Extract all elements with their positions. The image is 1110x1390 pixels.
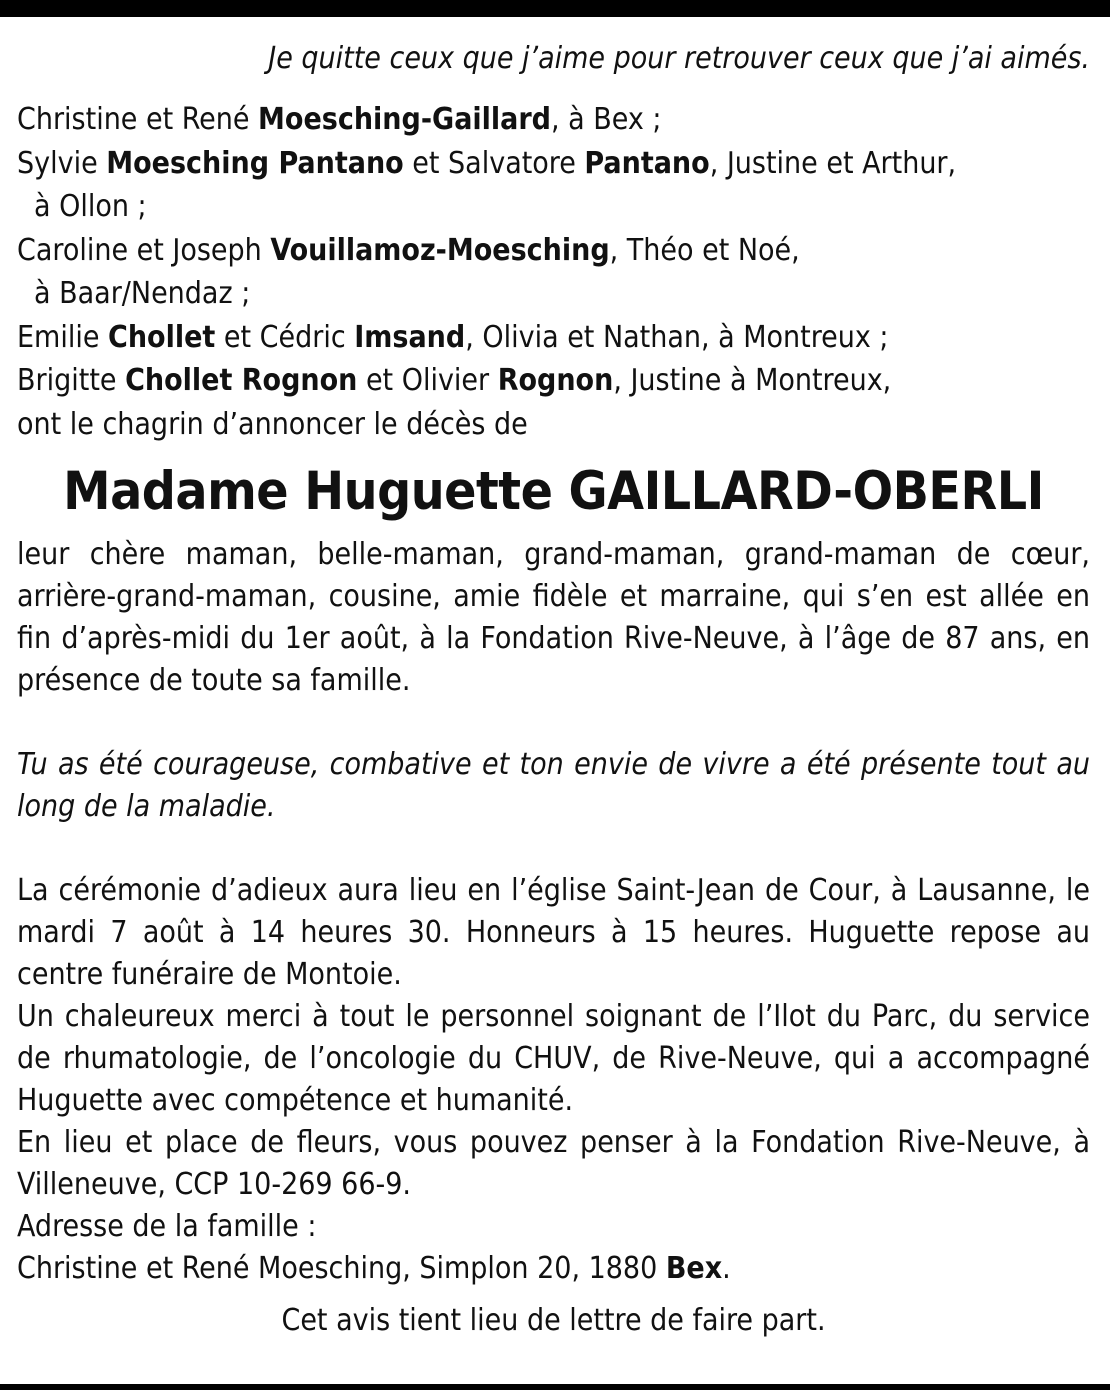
family-line: ont le chagrin d’annoncer le décès de (17, 406, 528, 442)
family-line: à Ollon ; (34, 189, 147, 224)
family-list (17, 98, 1090, 446)
family-address: Christine et René Moesching, Simplon 20, 1880 Bex. (17, 1251, 731, 1286)
tribute-paragraph: Tu as été courageuse, combative et ton envie de vivre a été présente tout au long de la maladie. (17, 747, 1090, 824)
deceased-name: Madame Huguette GAILLARD-OBERLI (63, 461, 1044, 522)
thanks-paragraph: Un chaleureux merci à tout le personnel soignant de l’Ilot du Parc, du service de rhumatologie, de l’oncologie du CHUV, de Rive-Neuve, qui a accompagné Huguette avec compétence et humanité. (17, 999, 1090, 1118)
family-line: Christine et René Moesching-Gaillard, à Bex ; (17, 102, 662, 137)
family-line: Sylvie Moesching Pantano et Salvatore Pantano, Justine et Arthur, (17, 145, 957, 181)
bottom-border-rule (0, 1384, 1110, 1390)
family-line: Emilie Chollet et Cédric Imsand, Olivia et Nathan, à Montreux ; (17, 319, 889, 355)
top-border-rule (0, 0, 1110, 17)
closing-note: Cet avis tient lieu de lettre de faire part. (281, 1303, 826, 1338)
family-line: Caroline et Joseph Vouillamoz-Moesching, Théo et Noé, (17, 232, 800, 268)
ceremony-paragraph: La cérémonie d’adieux aura lieu en l’église Saint-Jean de Cour, à Lausanne, le mardi 7 août à 14 heures 30. Honneurs à 15 heures. Huguette repose au centre funéraire de Montoie. (17, 873, 1090, 992)
family-line: Brigitte Chollet Rognon et Olivier Rognon, Justine à Montreux, (17, 363, 892, 398)
address-city: Bex (665, 1251, 723, 1286)
family-line: à Baar/Nendaz ; (34, 276, 251, 311)
paragraph-gap (17, 702, 1090, 744)
paragraph-gap (17, 828, 1090, 870)
flowers-paragraph: En lieu et place de fleurs, vous pouvez penser à la Fondation Rive-Neuve, à Villeneuve, CCP 10-269 66-9. (17, 1125, 1090, 1202)
description-paragraph: leur chère maman, belle-maman, grand-maman, grand-maman de cœur, arrière-grand-maman, cousine, amie fidèle et marraine, qui s’en est allée en fin d’après-midi du 1er août, à la Fondation Rive-Neuve, à l’âge de 87 ans, en présence de toute sa famille. (17, 537, 1090, 698)
motto-quote: Je quitte ceux que j’aime pour retrouver ceux que j’ai aimés. (268, 41, 1090, 76)
address-label: Adresse de la famille : (17, 1209, 317, 1244)
obituary-notice (17, 36, 1090, 1342)
